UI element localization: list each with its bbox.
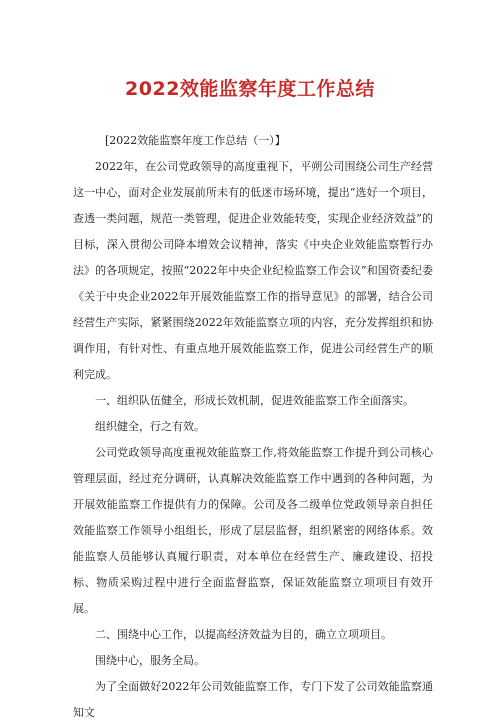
paragraph-subheading-two: 围绕中心，服务全局。 — [95, 654, 205, 667]
paragraph-intro: 2022年，在公司党政领导的高度重视下，平朔公司围绕公司生产经营这一中心，面对企业发展前所未有的低迷市场环境，提出“选好一个项目，查透一类问题，规范一类管理，促进企业效能转变，实现企业经济效益”的目标，深入贯彻公司降本增效会议精神，落实《中央企业效能监察暂行办法》的各项规定，按照“2022年中央企业纪检监察工作会议”和国资委纪委《关于中央企业2022年开展效能监察工作的指导意见》的部署，结合公司经营生产实际，紧紧围绕2022年效能监察立项的内容，充分发挥组织和协调作用，有针对性、有重点地开展效能监察工作，促进公司经营生产的顺利完成。 — [73, 160, 433, 381]
document-body — [73, 128, 433, 726]
document-title: 2022效能监察年度工作总结 — [125, 78, 375, 100]
section-heading: [2022效能监察年度工作总结（一）】 — [105, 134, 286, 147]
paragraph-subheading-one: 组织健全，行之有效。 — [95, 420, 205, 433]
paragraph-leadership: 公司党政领导高度重视效能监察工作,将效能监察工作提升到公司核心管理层面，经过充分调研，认真解决效能监察工作中遇到的各种问题，为开展效能监察工作提供有力的保障。公司及各二级单位党政领导亲自担任效能监察工作领导小组组长，形成了层层监督，组织紧密的网络体系。效能监察人员能够认真履行职责，对本单位在经营生产、廉政建设、招投标、物质采购过程中进行全面监督监察，保证效能监察立项项目有效开展。 — [73, 446, 433, 615]
paragraph-heading-one: 一、组织队伍健全，形成长效机制，促进效能监察工作全面落实。 — [95, 394, 414, 407]
paragraph-heading-two: 二、围绕中心工作，以提高经济效益为目的，确立立项项目。 — [95, 628, 392, 641]
paragraph-notice: 为了全面做好2022年公司效能监察工作，专门下发了公司效能监察通知文 — [73, 680, 433, 719]
